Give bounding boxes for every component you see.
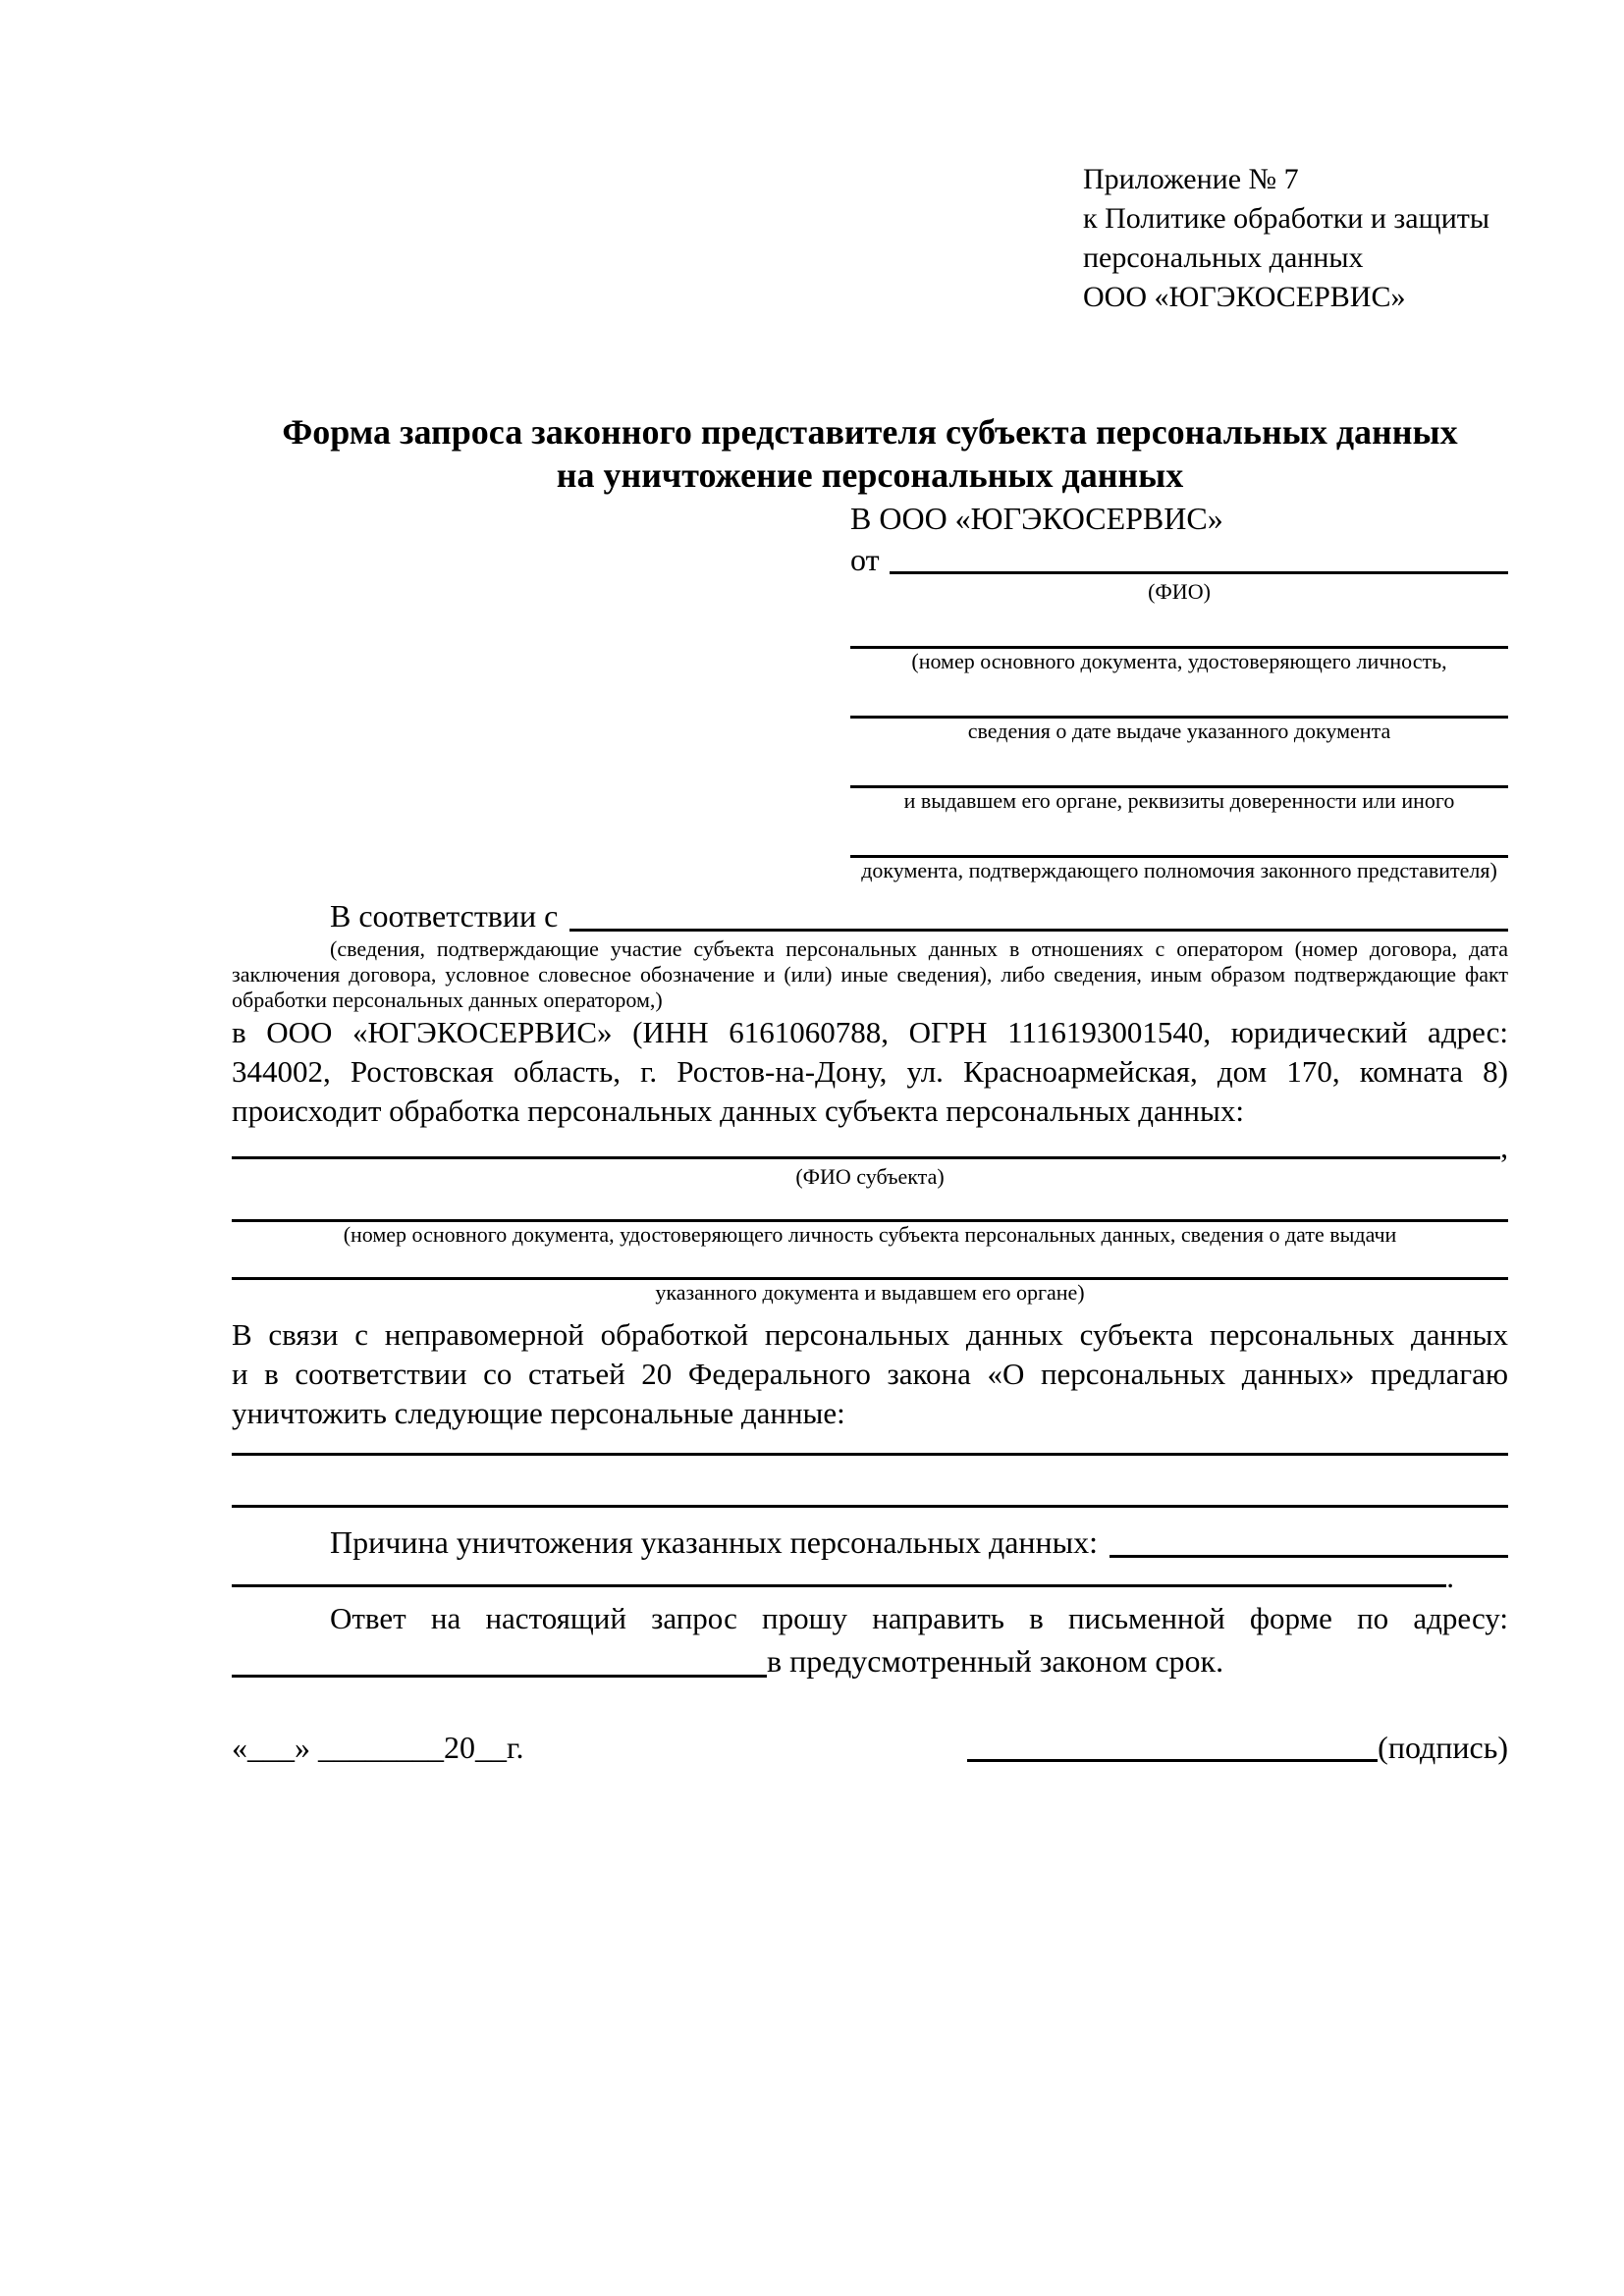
- operator-paragraph-line: 344002, Ростовская область, г. Ростов-на-Дону, ул. Красноармейская, дом 170, комната 8): [232, 1054, 1508, 1089]
- write-line-subject-doc-1: [232, 1190, 1508, 1222]
- caption-fio: (ФИО): [1148, 579, 1211, 604]
- operator-paragraph: [232, 1013, 1508, 1131]
- reply-address-row: [232, 1639, 1508, 1682]
- caption-signature: (подпись): [1378, 1730, 1508, 1765]
- accordance-row: [232, 895, 1508, 936]
- write-line-reason-2: [232, 1584, 1446, 1587]
- write-line-reason-1: [1110, 1555, 1508, 1558]
- reason-line-2-row: [232, 1560, 1454, 1594]
- unlawful-paragraph-line: уничтожить следующие персональные данные:: [232, 1396, 845, 1430]
- caption-doc-issue-date: сведения о дате выдаче указанного документа: [967, 719, 1391, 743]
- reason-period: .: [1446, 1560, 1454, 1594]
- reason-lead: Причина уничтожения указанных персональных данных:: [330, 1524, 1099, 1560]
- reply-tail-text: в предусмотренный законом срок.: [767, 1643, 1224, 1679]
- caption-doc-number: (номер основного документа, удостоверяющего личность,: [911, 649, 1447, 673]
- write-line-subject-doc-2: [232, 1248, 1508, 1280]
- date-template: «___» ________20__г.: [232, 1730, 524, 1765]
- caption-subject-doc-2: указанного документа и выдавшем его органе): [655, 1280, 1085, 1305]
- appendix-note: [1083, 160, 1508, 317]
- appendix-note-line: персональных данных: [1083, 241, 1364, 274]
- operator-paragraph-line: происходит обработка персональных данных субъекта персональных данных:: [232, 1094, 1244, 1128]
- appendix-note-line: к Политике обработки и защиты: [1083, 202, 1490, 235]
- addressee-organization: В ООО «ЮГЭКОСЕРВИС»: [850, 501, 1223, 536]
- operator-paragraph-line: в ООО «ЮГЭКОСЕРВИС» (ИНН 6161060788, ОГРН 1116193001540, юридический адрес:: [232, 1015, 1508, 1049]
- accordance-lead: В соответствии с: [330, 898, 559, 934]
- accordance-note-line: обработки персональных данных оператором,): [232, 988, 663, 1012]
- write-line-doc-number: [850, 605, 1508, 649]
- addressee-block: [850, 497, 1508, 883]
- subject-fio-row: [232, 1131, 1508, 1164]
- unlawful-paragraph-line: В связи с неправомерной обработкой персональных данных субъекта персональных данных: [232, 1317, 1508, 1352]
- reason-row: [232, 1522, 1508, 1563]
- appendix-note-line: ООО «ЮГЭКОСЕРВИС»: [1083, 281, 1406, 313]
- accordance-note-line: заключения договора, условное словесное обозначение и (или) иные сведения), либо сведения, иным образом подтверждающие факт: [232, 962, 1508, 987]
- subject-fio-comma: ,: [1500, 1130, 1508, 1164]
- form-title: [232, 410, 1508, 497]
- reply-paragraph: Ответ на настоящий запрос прошу направить в письменной форме по адресу:: [330, 1601, 1508, 1635]
- from-row: [850, 540, 1508, 579]
- write-line-signature: [967, 1759, 1378, 1762]
- write-line-doc-issue-date: [850, 674, 1508, 719]
- write-line-data-to-destroy-2: [232, 1456, 1508, 1508]
- caption-subject-doc-1: (номер основного документа, удостоверяющего личность субъекта персональных данных, сведения о дате выдачи: [343, 1222, 1397, 1247]
- caption-authority-doc: документа, подтверждающего полномочия законного представителя): [861, 858, 1497, 882]
- write-line-authority-doc: [850, 814, 1508, 858]
- unlawful-paragraph-line: и в соответствии со статьей 20 Федерального закона «О персональных данных» предлагаю: [232, 1357, 1508, 1391]
- write-line-accordance: [569, 929, 1508, 932]
- appendix-note-line: Приложение № 7: [1083, 163, 1299, 195]
- write-line-doc-issuer: [850, 744, 1508, 788]
- form-title-line-1: Форма запроса законного представителя субъекта персональных данных: [282, 412, 1458, 452]
- write-line-reply-address: [232, 1675, 767, 1678]
- signature-block: [967, 1728, 1508, 1767]
- write-line-data-to-destroy-1: [232, 1433, 1508, 1456]
- write-line-subject-fio: [232, 1156, 1500, 1159]
- form-title-line-2: на уничтожение персональных данных: [556, 455, 1184, 495]
- from-label: от: [850, 542, 880, 577]
- caption-doc-issuer: и выдавшем его органе, реквизиты доверенности или иного: [903, 788, 1455, 813]
- accordance-note-line: (сведения, подтверждающие участие субъекта персональных данных в отношениях с оператором (номер договора, дата: [330, 936, 1508, 961]
- caption-subject-fio: (ФИО субъекта): [795, 1164, 945, 1189]
- unlawful-processing-paragraph: [232, 1315, 1508, 1433]
- write-line-representative-name: [890, 571, 1508, 574]
- footer-row: [232, 1728, 1508, 1767]
